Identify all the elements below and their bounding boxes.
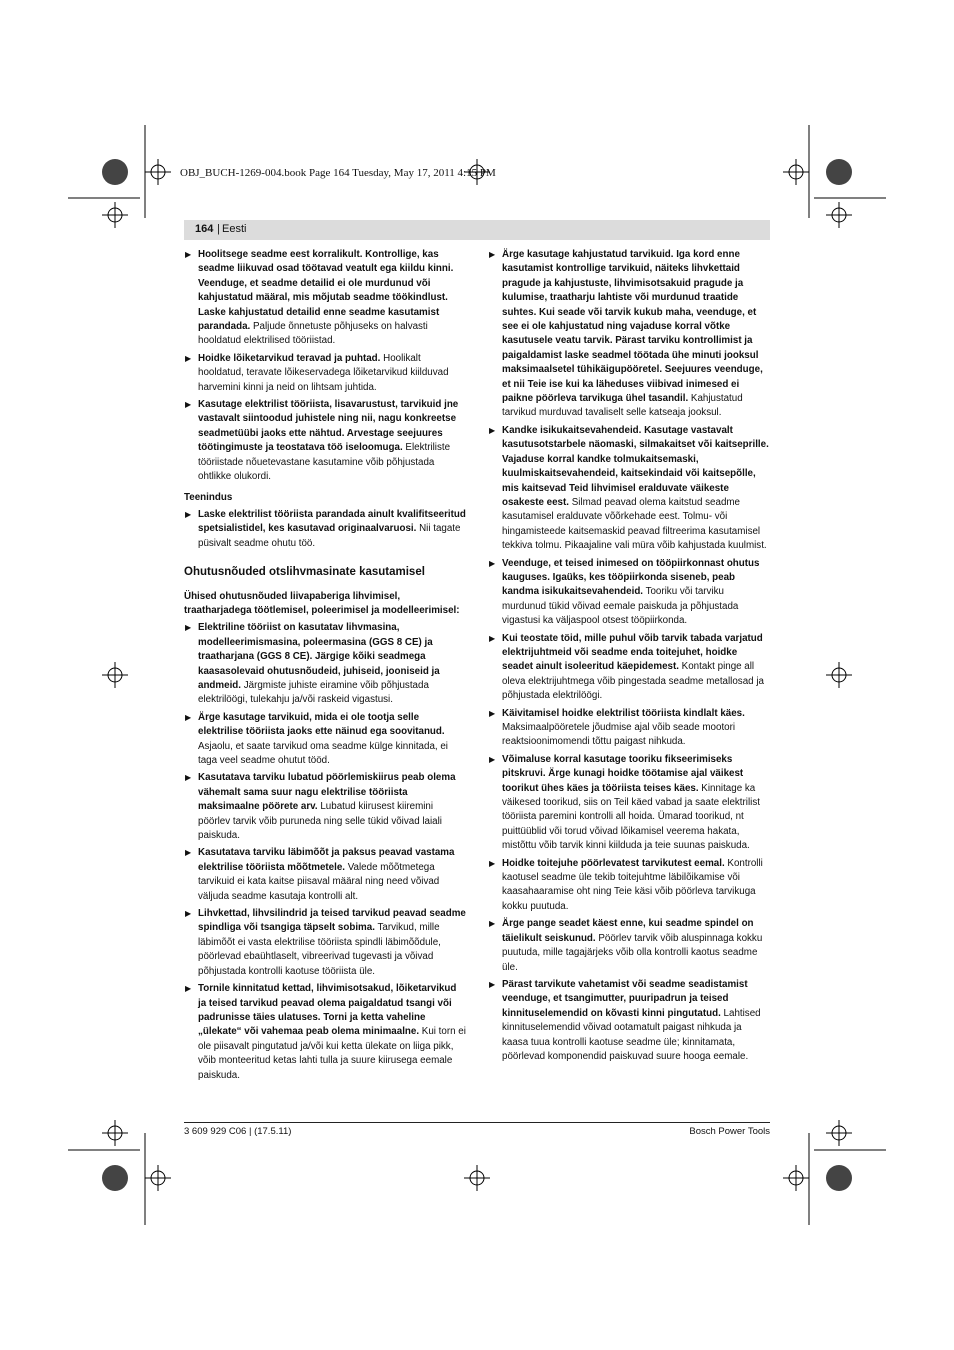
right-column (488, 248, 770, 1067)
list-item: ▶ Võimaluse korral kasutage tooriku fikseerimiseks pitskruvi. Ärge kunagi hoidke töötamise ajal väikest toorikut ühes käes ja tööriista teises käes. Kinnitage ka väikesed toorikud, siis on Teil käed vabad ja saate elektrilist tööriista paremini kontrolli all hoida. Ümarad toorikud, nt puittüüblid või torud võivad lõikamisel veerema hakata, mistõttu võib tarvik kinni kiilduda ja teie suunas paiskuda. (489, 753, 760, 852)
language-label: Eesti (222, 223, 247, 235)
bullet-arrow-icon: ▶ (185, 984, 192, 994)
list-item: ▶ Hoidke toitejuhe pöörlevatest tarvikutest eemal. Kontrolli kaotusel seadme üle tekib toitejuhtme läbilõikamise või kaasahaaramise oht ning Teie käsi võib pöörleva tarvikuga kokku puutuda. (489, 857, 763, 912)
list-item: ▶ Pärast tarvikute vahetamist või seadme seadistamist veenduge, et tsangimutter, puuripadrun ja teised kinnituselemendid on kõvasti kinni pingutatud. Lahtised kinnituselemendid võivad ootamatult paigast nihkuda ja kaasa tuua kontrolli kaotuse seadme üle; kinnitamata, pöörlevad komponendid paiskuvad suure hooga eemale. (489, 978, 761, 1062)
list-item: ▶ Kandke isikukaitsevahendeid. Kasutage vastavalt kasutusotstarbele näomaski, silmakaitset või kaitseprille. Vajaduse korral kandke tolmukaitsemaski, kuulmiskaitsevahendeid, kaitsekindaid või kaitsepõlle, mis kaitsevad Teid lihvimisel eralduvate väikeste osakeste eest. Silmad peavad olema kaitstud seadme kasutamisel eralduvate võõrkehade eest. Tolmu- või hingamisteede kaitsemaskid peavad filtreerima kasutamisel tekkiva tolmu. Pikaajaline vali müra võib kahjustada kuulmist. (489, 424, 769, 552)
list-item: ▶ Käivitamisel hoidke elektrilist tööriista kindlalt käes. Maksimaalpööretele jõudmise ajal võib seade mootori reaktsioonimomendi tõttu paigast nihkuda. (489, 707, 745, 748)
bullet-arrow-icon: ▶ (185, 623, 192, 633)
bullet-arrow-icon: ▶ (489, 250, 496, 259)
bullet-arrow-icon: ▶ (489, 919, 496, 929)
list-item: ▶ Elektriline tööriist on kasutatav lihvmasina, modelleerimismasina, poleermasina (GGS 8 CE) ja traatharjana (GGS 8 CE). Järgige kõiki seadmega kaasasolevaid ohutusnõudeid, juhiseid, jooniseid ja andmeid. Järgmiste juhiste eiramine võib põhjustada elektrilöögi, tulekahju ja/või raskeid vigastusi. (185, 622, 440, 706)
list-item: ▶ Hoolitsege seadme eest korralikult. Kontrollige, kas seadme liikuvad osad töötavad veatult ega kiildu kinni. Veenduge, et seadme detailid ei ole murdunud või kahjustatud määral, mis mõjutab seadme töökindlust. Laske kahjustatud detailid enne seadme kasutamist parandada. Paljude õnnetuste põhjuseks on halvasti hooldatud elektrilised tööriistad. (185, 249, 454, 347)
service-heading: Teenindus (184, 491, 233, 503)
bullet-arrow-icon: ▶ (489, 754, 496, 764)
bullet-arrow-icon: ▶ (185, 773, 192, 783)
list-item: ▶ Kasutage elektrilist tööriista, lisavarustust, tarvikuid jne vastavalt siintoodud juhistele ning nii, nagu konkreetse seadmetüübi jaoks ette nähtud. Arvestage seejuures töötingimuste ja teostatava töö iseloomuga. Elektriliste tööriistade nõuetevastane kasutamine võib põhjustada ohtlikke olukordi. (185, 399, 459, 483)
list-item: ▶ Hoidke lõiketarvikud teravad ja puhtad. Hoolikalt hooldatud, teravate lõikeservadega lõiketarvikud kiilduvad harvemini kinni ja neid on lihtsam juhtida. (185, 352, 449, 393)
header-separator: | (217, 223, 220, 235)
list-item: ▶ Ärge kasutage tarvikuid, mida ei ole tootja selle elektrilise tööriista jaoks ette näinud ega soovitanud. Asjaolu, et saate tarvikud oma seadme külge kinnitada, ei taga veel seadme ohutut tööd. (185, 711, 448, 766)
bullet-arrow-icon: ▶ (185, 250, 192, 259)
bullet-arrow-icon: ▶ (489, 708, 496, 718)
section-intro: Ühised ohutusnõuded liivapaberiga lihvimisel, traatharjadega töötlemisel, poleerimisel ja modelleerimisel: (184, 590, 460, 616)
bullet-arrow-icon: ▶ (185, 909, 192, 919)
bullet-arrow-icon: ▶ (489, 979, 496, 989)
bullet-arrow-icon: ▶ (185, 712, 192, 722)
bullet-arrow-icon: ▶ (185, 400, 192, 410)
list-item: ▶ Veenduge, et teised inimesed on tööpiirkonnast ohutus kauguses. Igaüks, kes tööpiirkonda siseneb, peab kandma isikukaitsevahendeid. Tooriku või tarviku murdunud tükid võivad eemale paiskuda ja põhjustada vigastusi ka väljaspool otsest tööpiirkonda. (489, 557, 760, 627)
bullet-arrow-icon: ▶ (185, 353, 192, 363)
list-item: ▶ Kasutatava tarviku läbimõõt ja paksus peavad vastama elektrilise tööriista mõõtmetele. Valede mõõtmetega tarvikuid ei kata kaitse piisaval määral ning need võivad väljuda seadme kasutaja kontrolli alt. (185, 847, 455, 902)
list-item: ▶ Kui teostate töid, mille puhul võib tarvik tabada varjatud elektrijuhtmeid või seadme enda toitejuhet, hoidke seadet ainult isoleeritud käepidemest. Kontakt pinge all oleva elektrijuhtmega võib pingestada seadme metallosad ja põhjustada elektrilöögi. (489, 632, 764, 702)
bullet-arrow-icon: ▶ (489, 633, 496, 643)
bullet-arrow-icon: ▶ (489, 425, 496, 435)
list-item: ▶ Laske elektrilist tööriista parandada ainult kvalifitseeritud spetsialistidel, kes kasutavad originaalvaruosi. Nii tagate püsivalt seadme ohutu töö. (185, 508, 466, 549)
page-number: 164 (195, 223, 214, 235)
footer-document-code: 3 609 929 C06 | (17.5.11) (184, 1126, 292, 1137)
footer-divider (184, 1122, 770, 1123)
list-item: ▶ Lihvkettad, lihvsilindrid ja teised tarvikud peavad seadme spindliga või tsangiga täpselt sobima. Tarvikud, mille läbimõõt ei vasta elektrilise tööriista spindli läbimõõdule, pöörlevad ebaühtlaselt, vibreerivad tugevasti ja võivad põhjustada kontrolli kaotuse tööriista üle. (185, 908, 466, 977)
print-info-line: OBJ_BUCH-1269-004.book Page 164 Tuesday, May 17, 2011 4:15 PM (180, 167, 496, 179)
footer-brand: Bosch Power Tools (689, 1126, 770, 1137)
bullet-arrow-icon: ▶ (489, 858, 496, 868)
section-title: Ohutusnõuded otslihvmasinate kasutamisel (184, 566, 425, 579)
list-item: ▶ Kasutatava tarviku lubatud pöörlemiskiirus peab olema vähemalt sama suur nagu elektrilise tööriista maksimaalne pöörete arv. Lubatud kiirusest kiiremini pöörlev tarvik võib puruneda ning selle tükid võivad laiali paiskuda. (185, 772, 456, 842)
list-item: ▶ Ärge kasutage kahjustatud tarvikuid. Iga kord enne kasutamist kontrollige tarvikuid, näiteks lihvkettaid pragude ja kahjustuste, lihvimisotsakuid pragude ja kulumise, traatharju lahtiste või murdunud traatide suhtes. Kui seade või tarvik kukub maha, veenduge, et see ei ole kahjustatud ning vajaduse korral võtke kasutusele veatu tarvik. Pärast tarviku kontrollimist ja paigaldamist laske seadmel töötada ühe minuti jooksul maksimaalsetel tühikäigupööretel. Seejuures veenduge, et nii Teie ise kui ka läheduses viibivad inimesed ei paikne pöörleva tarvikuga ühel tasandil. Kahjustatud tarvikud murduvad tavaliselt selle katseaja jooksul. (489, 249, 763, 419)
bullet-arrow-icon: ▶ (185, 509, 192, 519)
list-item: ▶ Ärge pange seadet käest enne, kui seadme spindel on täielikult seiskunud. Pöörlev tarvik võib aluspinnaga kokku puutuda, mille tagajärjeks võib olla kontrolli kaotus seadme üle. (489, 918, 763, 973)
left-column (184, 248, 466, 1086)
bullet-arrow-icon: ▶ (489, 558, 496, 568)
bullet-arrow-icon: ▶ (185, 848, 192, 858)
page-header-bar (184, 220, 770, 240)
list-item: ▶ Tornile kinnitatud kettad, lihvimisotsakud, lõiketarvikud ja teised tarvikud peavad olema paigaldatud tsangi või padrunisse täies ulatuses. Torni ja ketta vaheline „ülekate“ või vahemaa peab olema minimaalne. Kui torn ei ole piisavalt pingutatud ja/või kui ketta ülekate on liiga pikk, võib monteeritud ketas lahti tulla ja suure kiirusega eemale paiskuda. (185, 983, 466, 1081)
